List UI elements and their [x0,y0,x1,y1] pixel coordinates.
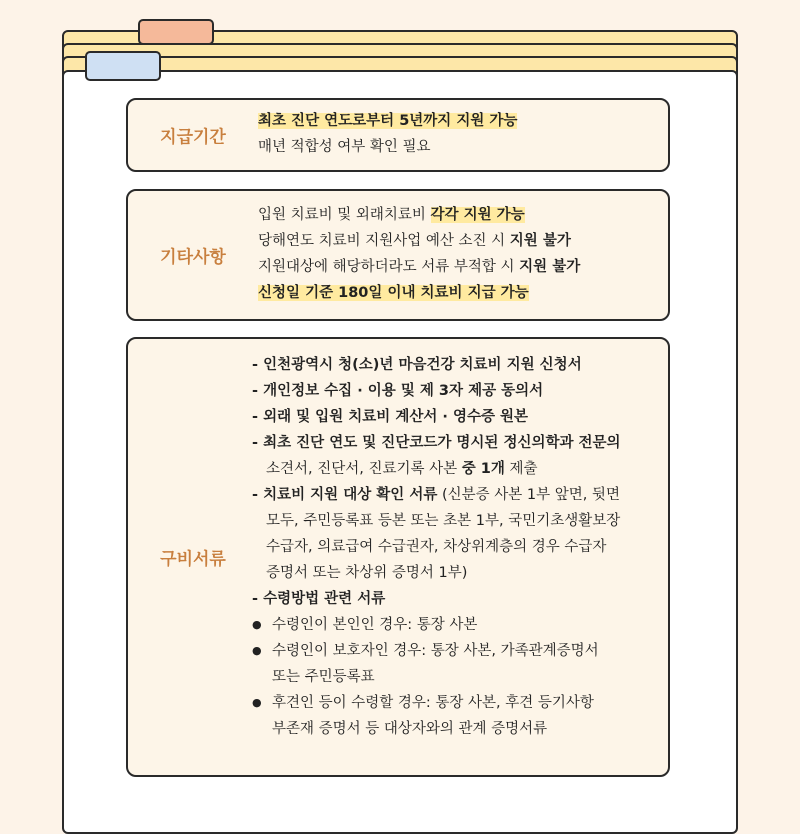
body-text: 입원 치료비 및 외래치료비 [258,207,431,223]
doc-item: - 인천광역시 청(소)년 마음건강 치료비 지원 신청서 [252,357,582,373]
bold-text: 지원 불가 [519,259,581,275]
bullet-item: ● 수령인이 보호자인 경우: 통장 사본, 가족관계증명서 [252,638,654,664]
bold-text: 지원 불가 [509,233,571,249]
section-label: 구비서류 [160,549,226,570]
section-other-notes [126,189,670,321]
bullet-item: ● 후견인 등이 수령할 경우: 통장 사본, 후견 등기사항 [252,690,654,716]
highlight-text: 신청일 기준 180일 이내 치료비 지급 가능 [258,285,529,301]
folder-tab-orange [138,19,214,45]
doc-item: - 최초 진단 연도 및 진단코드가 명시된 정신의학과 전문의 [252,435,621,451]
folder-tab-blue [85,51,161,81]
section-required-documents [126,337,670,777]
doc-item: - 개인정보 수집 · 이용 및 제 3자 제공 동의서 [252,383,544,399]
doc-item: - 수령방법 관련 서류 [252,591,386,607]
doc-item-cont: 증명서 또는 차상위 증명서 1부) [266,565,468,581]
highlight-text: 최초 진단 연도로부터 5년까지 지원 가능 [258,113,518,129]
section-body [252,352,654,742]
doc-item-cont: 수급자, 의료급여 수급권자, 차상위계층의 경우 수급자 [266,539,607,555]
body-text: 지원대상에 해당하더라도 서류 부적합 시 [258,259,520,275]
body-line: 매년 적합성 여부 확인 필요 [258,139,431,155]
doc-item: - 치료비 지원 대상 확인 서류 [252,487,438,503]
section-body [258,108,654,160]
doc-item-cont: 모두, 주민등록표 등본 또는 초본 1부, 국민기초생활보장 [266,513,621,529]
bullet-item-cont: 또는 주민등록표 [272,669,375,685]
section-label: 기타사항 [160,247,226,268]
body-text: 당해연도 치료비 지원사업 예산 소진 시 [258,233,510,249]
bullet-item: ● 수령인이 본인인 경우: 통장 사본 [252,612,654,638]
highlight-text: 각각 지원 가능 [430,207,525,223]
doc-item-cont: 소견서, 진단서, 진료기록 사본 중 1개 제출 [266,461,538,477]
doc-item-note: (신분증 사본 1부 앞면, 뒷면 [437,487,620,503]
section-payment-period [126,98,670,172]
bullet-item-cont: 부존재 증명서 등 대상자와의 관계 증명서류 [272,721,548,737]
section-label: 지급기간 [160,127,226,148]
doc-item: - 외래 및 입원 치료비 계산서 · 영수증 원본 [252,409,529,425]
section-body [258,202,654,306]
